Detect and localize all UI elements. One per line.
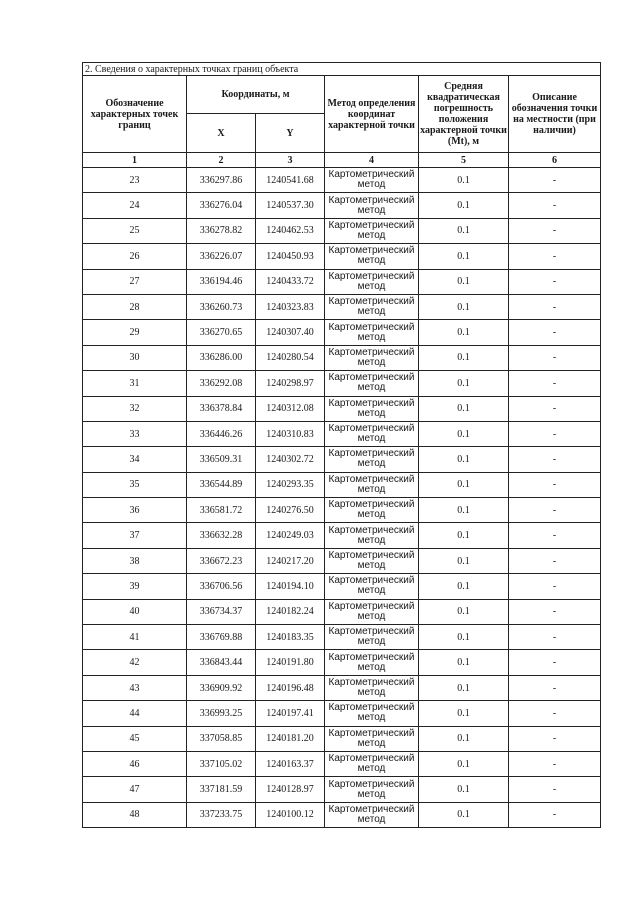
description-cell: - xyxy=(509,599,601,624)
point-cell: 31 xyxy=(83,371,187,396)
table-row xyxy=(83,294,601,319)
table-row xyxy=(83,650,601,675)
y-coordinate-cell: 1240293.35 xyxy=(256,472,325,497)
point-cell: 28 xyxy=(83,294,187,319)
error-cell: 0.1 xyxy=(419,447,509,472)
x-coordinate-cell: 336226.07 xyxy=(187,244,256,269)
table-row xyxy=(83,701,601,726)
table-row xyxy=(83,523,601,548)
error-cell: 0.1 xyxy=(419,523,509,548)
point-cell: 46 xyxy=(83,751,187,776)
method-cell: Картометрический метод xyxy=(325,625,419,650)
point-cell: 36 xyxy=(83,498,187,523)
y-coordinate-cell: 1240217.20 xyxy=(256,548,325,573)
point-cell: 37 xyxy=(83,523,187,548)
error-cell: 0.1 xyxy=(419,421,509,446)
y-coordinate-cell: 1240100.12 xyxy=(256,802,325,827)
header-error: Средняя квадратическая погрешность положения характерной точки (Mt), м xyxy=(419,76,509,153)
header-point: Обозначение характерных точек границ xyxy=(83,76,187,153)
y-coordinate-cell: 1240128.97 xyxy=(256,777,325,802)
y-coordinate-cell: 1240194.10 xyxy=(256,574,325,599)
method-cell: Картометрический метод xyxy=(325,802,419,827)
boundary-points-table xyxy=(82,62,601,828)
column-number: 6 xyxy=(509,153,601,168)
method-cell: Картометрический метод xyxy=(325,244,419,269)
y-coordinate-cell: 1240307.40 xyxy=(256,320,325,345)
table-row xyxy=(83,421,601,446)
error-cell: 0.1 xyxy=(419,396,509,421)
table-row xyxy=(83,193,601,218)
method-cell: Картометрический метод xyxy=(325,675,419,700)
y-coordinate-cell: 1240196.48 xyxy=(256,675,325,700)
description-cell: - xyxy=(509,777,601,802)
description-cell: - xyxy=(509,320,601,345)
x-coordinate-cell: 336378.84 xyxy=(187,396,256,421)
error-cell: 0.1 xyxy=(419,599,509,624)
y-coordinate-cell: 1240298.97 xyxy=(256,371,325,396)
point-cell: 26 xyxy=(83,244,187,269)
point-cell: 25 xyxy=(83,218,187,243)
error-cell: 0.1 xyxy=(419,244,509,269)
x-coordinate-cell: 336632.28 xyxy=(187,523,256,548)
error-cell: 0.1 xyxy=(419,294,509,319)
x-coordinate-cell: 337105.02 xyxy=(187,751,256,776)
point-cell: 30 xyxy=(83,345,187,370)
point-cell: 44 xyxy=(83,701,187,726)
table-row xyxy=(83,345,601,370)
column-number: 5 xyxy=(419,153,509,168)
header-description: Описание обозначения точки на местности (при наличии) xyxy=(509,76,601,153)
description-cell: - xyxy=(509,294,601,319)
error-cell: 0.1 xyxy=(419,218,509,243)
point-cell: 39 xyxy=(83,574,187,599)
x-coordinate-cell: 336270.65 xyxy=(187,320,256,345)
method-cell: Картометрический метод xyxy=(325,396,419,421)
method-cell: Картометрический метод xyxy=(325,168,419,193)
error-cell: 0.1 xyxy=(419,701,509,726)
method-cell: Картометрический метод xyxy=(325,650,419,675)
x-coordinate-cell: 336734.37 xyxy=(187,599,256,624)
method-cell: Картометрический метод xyxy=(325,777,419,802)
x-coordinate-cell: 337181.59 xyxy=(187,777,256,802)
table-row xyxy=(83,269,601,294)
error-cell: 0.1 xyxy=(419,726,509,751)
x-coordinate-cell: 336544.89 xyxy=(187,472,256,497)
x-coordinate-cell: 336260.73 xyxy=(187,294,256,319)
x-coordinate-cell: 336276.04 xyxy=(187,193,256,218)
description-cell: - xyxy=(509,396,601,421)
description-cell: - xyxy=(509,498,601,523)
x-coordinate-cell: 337233.75 xyxy=(187,802,256,827)
x-coordinate-cell: 336509.31 xyxy=(187,447,256,472)
y-coordinate-cell: 1240163.37 xyxy=(256,751,325,776)
y-coordinate-cell: 1240182.24 xyxy=(256,599,325,624)
point-cell: 48 xyxy=(83,802,187,827)
table-body xyxy=(83,168,601,828)
y-coordinate-cell: 1240302.72 xyxy=(256,447,325,472)
column-number: 3 xyxy=(256,153,325,168)
description-cell: - xyxy=(509,168,601,193)
description-cell: - xyxy=(509,701,601,726)
document-page xyxy=(82,62,600,828)
method-cell: Картометрический метод xyxy=(325,574,419,599)
point-cell: 38 xyxy=(83,548,187,573)
table-row xyxy=(83,396,601,421)
y-coordinate-cell: 1240312.08 xyxy=(256,396,325,421)
point-cell: 40 xyxy=(83,599,187,624)
header-y: Y xyxy=(256,114,325,153)
y-coordinate-cell: 1240541.68 xyxy=(256,168,325,193)
point-cell: 42 xyxy=(83,650,187,675)
error-cell: 0.1 xyxy=(419,574,509,599)
description-cell: - xyxy=(509,548,601,573)
y-coordinate-cell: 1240181.20 xyxy=(256,726,325,751)
description-cell: - xyxy=(509,345,601,370)
y-coordinate-cell: 1240280.54 xyxy=(256,345,325,370)
method-cell: Картометрический метод xyxy=(325,599,419,624)
table-row xyxy=(83,675,601,700)
x-coordinate-cell: 336993.25 xyxy=(187,701,256,726)
table-row xyxy=(83,599,601,624)
description-cell: - xyxy=(509,625,601,650)
table-row xyxy=(83,218,601,243)
method-cell: Картометрический метод xyxy=(325,447,419,472)
x-coordinate-cell: 336286.00 xyxy=(187,345,256,370)
table-row xyxy=(83,574,601,599)
point-cell: 35 xyxy=(83,472,187,497)
table-caption: 2. Сведения о характерных точках границ объекта xyxy=(83,63,601,76)
table-row xyxy=(83,320,601,345)
method-cell: Картометрический метод xyxy=(325,345,419,370)
x-coordinate-cell: 336909.92 xyxy=(187,675,256,700)
error-cell: 0.1 xyxy=(419,320,509,345)
table-row xyxy=(83,777,601,802)
y-coordinate-cell: 1240433.72 xyxy=(256,269,325,294)
x-coordinate-cell: 336446.26 xyxy=(187,421,256,446)
description-cell: - xyxy=(509,472,601,497)
error-cell: 0.1 xyxy=(419,802,509,827)
method-cell: Картометрический метод xyxy=(325,193,419,218)
y-coordinate-cell: 1240450.93 xyxy=(256,244,325,269)
method-cell: Картометрический метод xyxy=(325,269,419,294)
x-coordinate-cell: 336278.82 xyxy=(187,218,256,243)
point-cell: 47 xyxy=(83,777,187,802)
method-cell: Картометрический метод xyxy=(325,548,419,573)
method-cell: Картометрический метод xyxy=(325,523,419,548)
method-cell: Картометрический метод xyxy=(325,320,419,345)
error-cell: 0.1 xyxy=(419,498,509,523)
point-cell: 41 xyxy=(83,625,187,650)
table-row xyxy=(83,472,601,497)
error-cell: 0.1 xyxy=(419,650,509,675)
column-number: 2 xyxy=(187,153,256,168)
column-numbers-row xyxy=(83,153,601,168)
point-cell: 24 xyxy=(83,193,187,218)
method-cell: Картометрический метод xyxy=(325,726,419,751)
x-coordinate-cell: 336194.46 xyxy=(187,269,256,294)
description-cell: - xyxy=(509,523,601,548)
table-row xyxy=(83,498,601,523)
description-cell: - xyxy=(509,802,601,827)
error-cell: 0.1 xyxy=(419,193,509,218)
y-coordinate-cell: 1240462.53 xyxy=(256,218,325,243)
y-coordinate-cell: 1240323.83 xyxy=(256,294,325,319)
error-cell: 0.1 xyxy=(419,777,509,802)
description-cell: - xyxy=(509,269,601,294)
point-cell: 32 xyxy=(83,396,187,421)
description-cell: - xyxy=(509,675,601,700)
point-cell: 33 xyxy=(83,421,187,446)
header-coordinates: Координаты, м xyxy=(187,76,325,114)
x-coordinate-cell: 336672.23 xyxy=(187,548,256,573)
method-cell: Картометрический метод xyxy=(325,218,419,243)
table-row xyxy=(83,802,601,827)
x-coordinate-cell: 336297.86 xyxy=(187,168,256,193)
description-cell: - xyxy=(509,726,601,751)
error-cell: 0.1 xyxy=(419,472,509,497)
y-coordinate-cell: 1240310.83 xyxy=(256,421,325,446)
description-cell: - xyxy=(509,244,601,269)
description-cell: - xyxy=(509,371,601,396)
description-cell: - xyxy=(509,218,601,243)
table-row xyxy=(83,625,601,650)
error-cell: 0.1 xyxy=(419,751,509,776)
table-row xyxy=(83,447,601,472)
header-x: X xyxy=(187,114,256,153)
table-row xyxy=(83,751,601,776)
method-cell: Картометрический метод xyxy=(325,498,419,523)
y-coordinate-cell: 1240183.35 xyxy=(256,625,325,650)
method-cell: Картометрический метод xyxy=(325,294,419,319)
method-cell: Картометрический метод xyxy=(325,701,419,726)
description-cell: - xyxy=(509,751,601,776)
table-row xyxy=(83,244,601,269)
description-cell: - xyxy=(509,574,601,599)
point-cell: 23 xyxy=(83,168,187,193)
error-cell: 0.1 xyxy=(419,625,509,650)
point-cell: 29 xyxy=(83,320,187,345)
error-cell: 0.1 xyxy=(419,548,509,573)
error-cell: 0.1 xyxy=(419,675,509,700)
y-coordinate-cell: 1240537.30 xyxy=(256,193,325,218)
table-row xyxy=(83,726,601,751)
description-cell: - xyxy=(509,650,601,675)
description-cell: - xyxy=(509,447,601,472)
point-cell: 43 xyxy=(83,675,187,700)
x-coordinate-cell: 336581.72 xyxy=(187,498,256,523)
error-cell: 0.1 xyxy=(419,371,509,396)
point-cell: 45 xyxy=(83,726,187,751)
method-cell: Картометрический метод xyxy=(325,371,419,396)
table-row xyxy=(83,371,601,396)
method-cell: Картометрический метод xyxy=(325,421,419,446)
y-coordinate-cell: 1240276.50 xyxy=(256,498,325,523)
method-cell: Картометрический метод xyxy=(325,751,419,776)
y-coordinate-cell: 1240249.03 xyxy=(256,523,325,548)
x-coordinate-cell: 336292.08 xyxy=(187,371,256,396)
header-method: Метод определения координат характерной точки xyxy=(325,76,419,153)
x-coordinate-cell: 336706.56 xyxy=(187,574,256,599)
x-coordinate-cell: 336769.88 xyxy=(187,625,256,650)
table-row xyxy=(83,548,601,573)
column-number: 1 xyxy=(83,153,187,168)
x-coordinate-cell: 336843.44 xyxy=(187,650,256,675)
column-number: 4 xyxy=(325,153,419,168)
description-cell: - xyxy=(509,421,601,446)
point-cell: 27 xyxy=(83,269,187,294)
table-row xyxy=(83,168,601,193)
method-cell: Картометрический метод xyxy=(325,472,419,497)
error-cell: 0.1 xyxy=(419,269,509,294)
x-coordinate-cell: 337058.85 xyxy=(187,726,256,751)
y-coordinate-cell: 1240191.80 xyxy=(256,650,325,675)
y-coordinate-cell: 1240197.41 xyxy=(256,701,325,726)
error-cell: 0.1 xyxy=(419,345,509,370)
point-cell: 34 xyxy=(83,447,187,472)
description-cell: - xyxy=(509,193,601,218)
error-cell: 0.1 xyxy=(419,168,509,193)
